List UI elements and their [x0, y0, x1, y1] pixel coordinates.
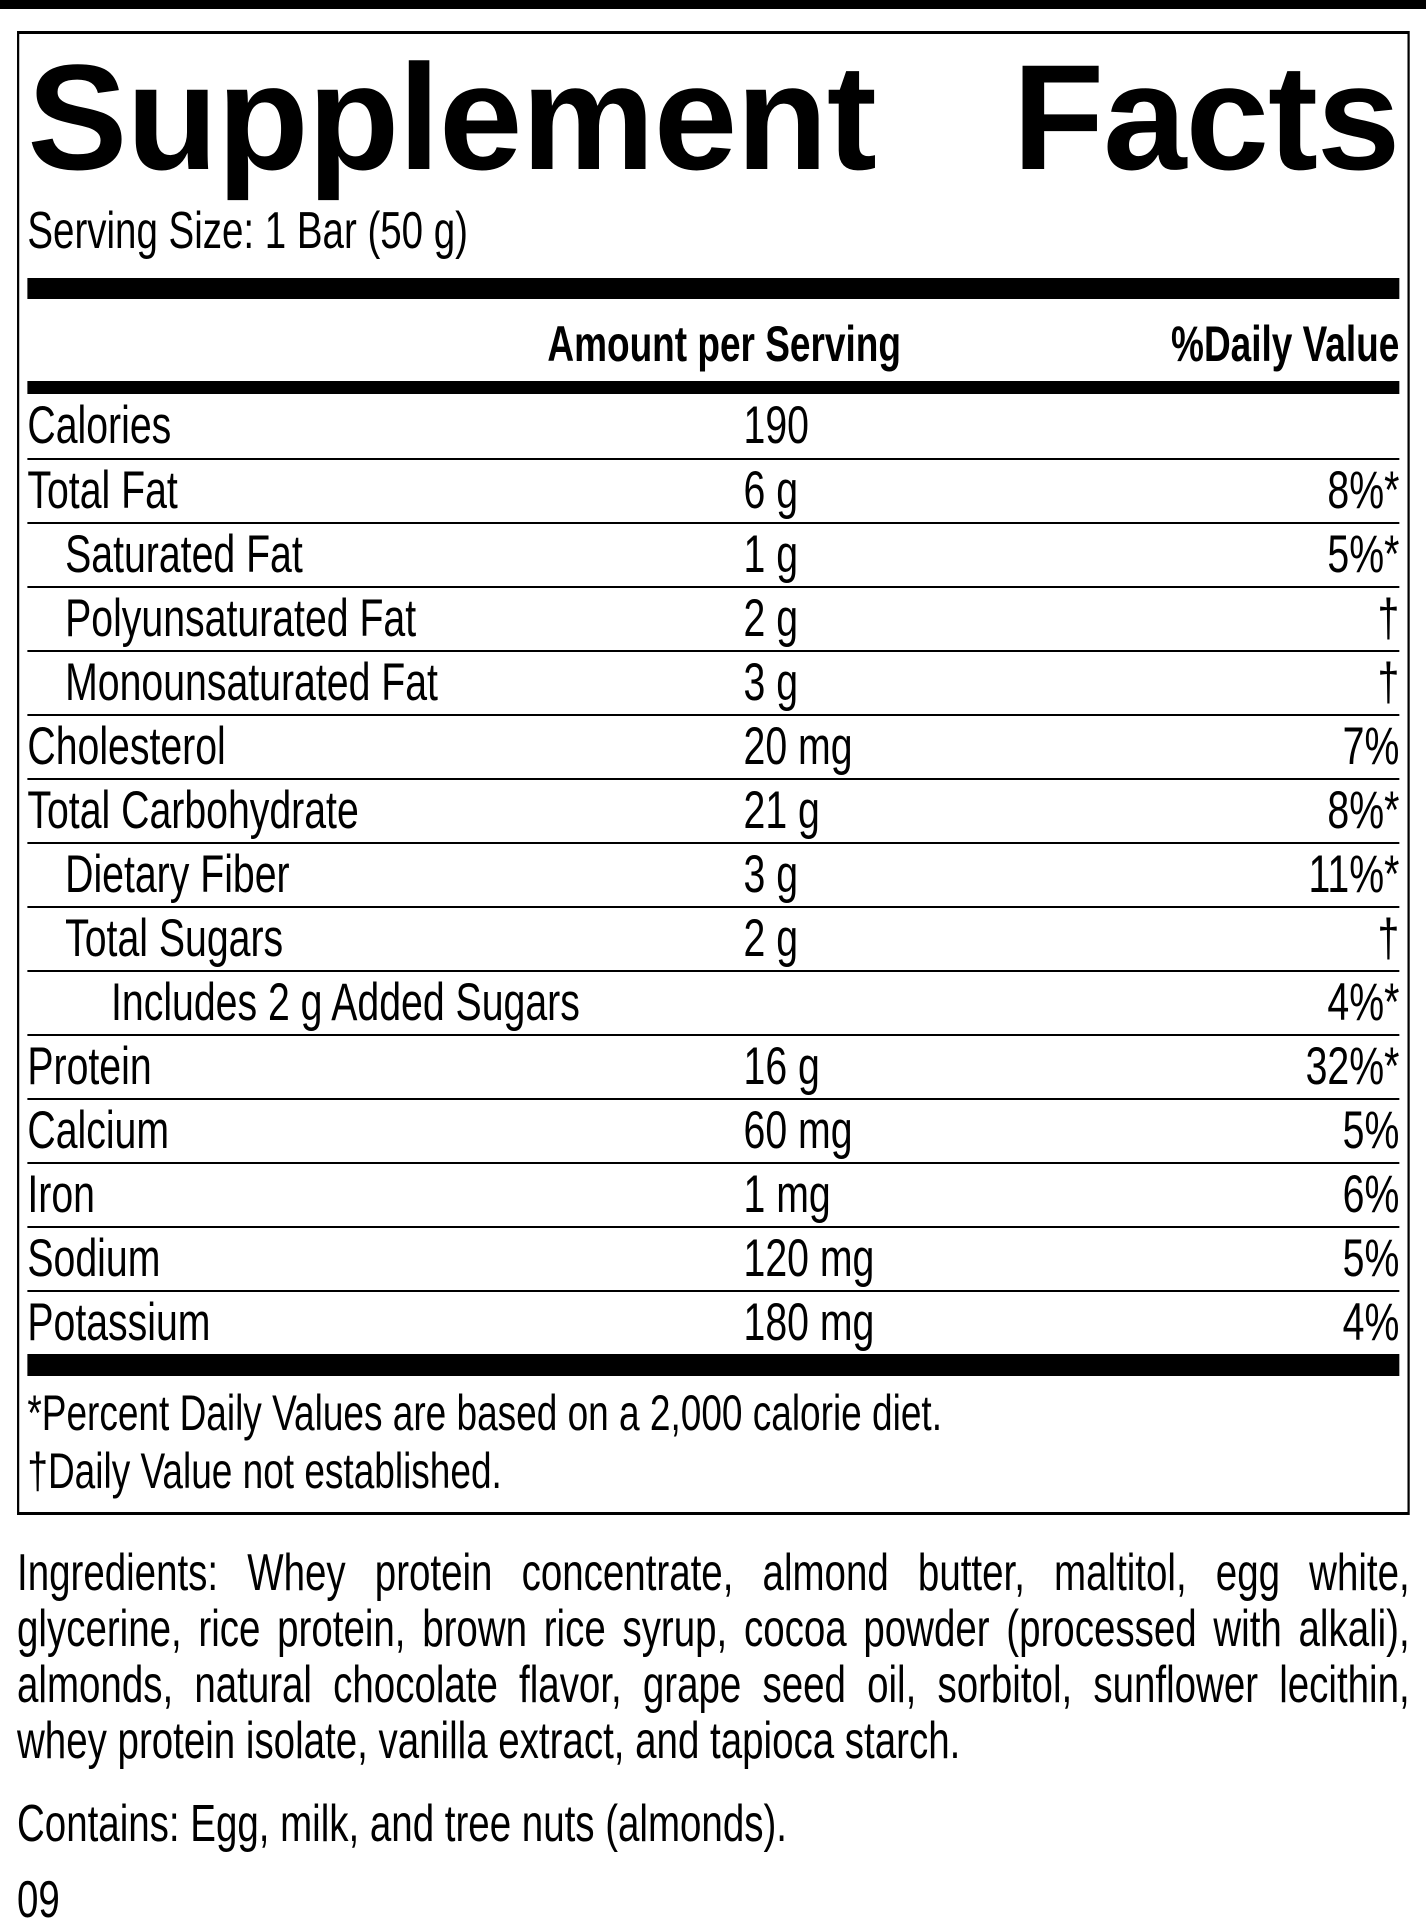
- supplement-facts-panel: [17, 31, 1410, 1515]
- row-calcium: [27, 1098, 1399, 1162]
- nutrient-name: Iron: [27, 1165, 95, 1225]
- amount-column-header: Amount per Serving: [547, 315, 901, 372]
- nutrient-dv: 6%: [1342, 1165, 1400, 1225]
- nutrient-amount: 2 g: [743, 589, 799, 649]
- nutrient-amount: 3 g: [743, 653, 799, 713]
- nutrient-dv: †: [1377, 589, 1400, 649]
- footnotes: [27, 1376, 1399, 1512]
- nutrient-name: Total Fat: [27, 461, 178, 521]
- row-iron: [27, 1162, 1399, 1226]
- row-total-fat: [27, 458, 1399, 522]
- ingredients-text: Ingredients: Whey protein concentrate, almond butter, maltitol, egg white, glycerine, rice protein, brown rice syrup, cocoa powder (processed with alkali), almonds, natural chocolate flavor, grape seed oil, sorbitol, sunflower lecithin, whey protein isolate, vanilla extract, and tapioca starch.: [17, 1543, 1410, 1770]
- top-edge-bar: [0, 0, 1426, 9]
- footnote-percent-dv: *Percent Daily Values are based on a 2,000 calorie diet.: [27, 1384, 942, 1441]
- nutrient-dv: 5%: [1342, 1229, 1400, 1289]
- footnote-dagger: †Daily Value not established.: [27, 1442, 502, 1499]
- title-word-facts: Facts: [1012, 33, 1400, 201]
- nutrient-amount: 190: [743, 396, 809, 456]
- nutrient-dv: 32%*: [1305, 1037, 1400, 1097]
- nutrient-name: Calcium: [27, 1101, 170, 1161]
- nutrient-amount: 1 g: [743, 525, 799, 585]
- row-calories: [27, 394, 1399, 458]
- nutrient-dv: †: [1377, 909, 1400, 969]
- nutrient-amount: 180 mg: [743, 1293, 875, 1353]
- nutrient-name: Polyunsaturated Fat: [65, 589, 417, 649]
- nutrient-amount: 1 mg: [743, 1165, 831, 1225]
- contains-text: Contains: Egg, milk, and tree nuts (almonds).: [17, 1794, 787, 1853]
- title-word-supplement: Supplement: [27, 33, 876, 201]
- label-content: [0, 31, 1426, 1930]
- nutrient-dv: 7%: [1342, 717, 1400, 777]
- nutrient-name: Dietary Fiber: [65, 845, 290, 905]
- panel-title-wrap: [27, 33, 1400, 201]
- nutrient-name: Total Sugars: [65, 909, 284, 969]
- nutrient-dv: 5%: [1342, 1101, 1400, 1161]
- nutrient-amount: 120 mg: [743, 1229, 875, 1289]
- row-polyunsaturated-fat: [27, 586, 1399, 650]
- header-divider-bar: [27, 381, 1399, 394]
- nutrient-name: Total Carbohydrate: [27, 781, 359, 841]
- lot-code: 09: [17, 1870, 60, 1929]
- row-potassium: [27, 1290, 1399, 1354]
- nutrient-amount: 3 g: [743, 845, 799, 905]
- nutrient-name: Sodium: [27, 1229, 161, 1289]
- column-headers: [27, 299, 1399, 381]
- row-protein: [27, 1034, 1399, 1098]
- nutrient-amount: 60 mg: [743, 1101, 853, 1161]
- nutrient-amount: 20 mg: [743, 717, 853, 777]
- nutrient-amount: 21 g: [743, 781, 820, 841]
- row-total-sugars: [27, 906, 1399, 970]
- daily-value-column-header: %Daily Value: [1171, 315, 1400, 372]
- serving-size: Serving Size: 1 Bar (50 g): [27, 202, 468, 260]
- nutrient-name: Saturated Fat: [65, 525, 303, 585]
- nutrient-dv: 11%*: [1308, 845, 1400, 905]
- row-saturated-fat: [27, 522, 1399, 586]
- nutrient-name: Calories: [27, 396, 172, 456]
- panel-title: [27, 33, 1400, 201]
- nutrient-name: Monounsaturated Fat: [65, 653, 438, 713]
- nutrient-amount: 16 g: [743, 1037, 820, 1097]
- nutrient-dv: 8%*: [1327, 461, 1400, 521]
- row-dietary-fiber: [27, 842, 1399, 906]
- serving-divider-bar: [27, 278, 1399, 299]
- nutrient-dv: 8%*: [1327, 781, 1400, 841]
- nutrient-table: [27, 394, 1399, 1354]
- nutrient-name: Includes 2 g Added Sugars: [111, 973, 580, 1033]
- nutrient-dv: 4%*: [1327, 973, 1400, 1033]
- nutrient-dv: 4%: [1342, 1293, 1400, 1353]
- footnote-divider-bar: [27, 1354, 1399, 1376]
- row-sodium: [27, 1226, 1399, 1290]
- row-added-sugars: [27, 970, 1399, 1034]
- nutrient-dv: †: [1377, 653, 1400, 713]
- nutrient-name: Potassium: [27, 1293, 211, 1353]
- nutrient-amount: 6 g: [743, 461, 799, 521]
- nutrient-name: Cholesterol: [27, 717, 226, 777]
- nutrient-amount: 2 g: [743, 909, 799, 969]
- nutrient-dv: 5%*: [1327, 525, 1400, 585]
- row-monounsaturated-fat: [27, 650, 1399, 714]
- row-total-carbohydrate: [27, 778, 1399, 842]
- row-cholesterol: [27, 714, 1399, 778]
- nutrient-name: Protein: [27, 1037, 152, 1097]
